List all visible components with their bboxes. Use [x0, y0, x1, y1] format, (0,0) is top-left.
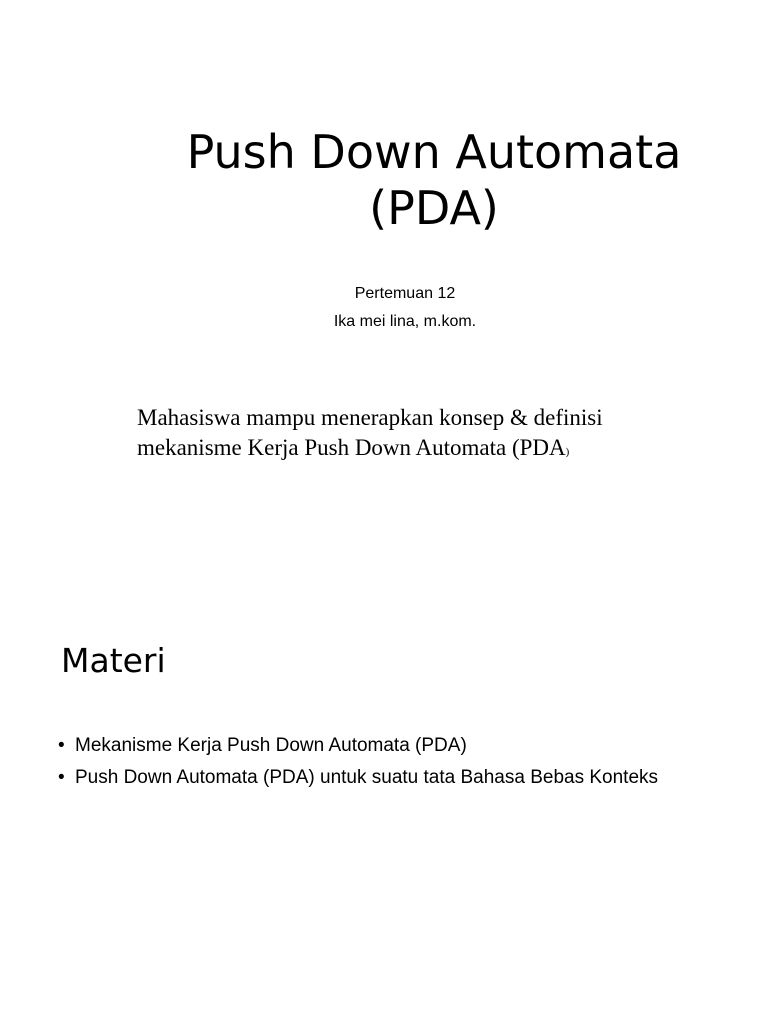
list-item	[58, 730, 758, 762]
bullet-icon: •	[58, 735, 65, 756]
objective-closing-paren: )	[565, 446, 570, 458]
objective-line-2-text: mekanisme Kerja Push Down Automata (PDA	[137, 435, 566, 460]
section-heading: Materi	[61, 641, 166, 680]
meeting-number: Pertemuan 12	[354, 285, 456, 302]
slide-subtitle	[230, 280, 580, 336]
learning-objective	[137, 403, 757, 467]
objective-line-1: Mahasiswa mampu menerapkan konsep & definisi	[137, 405, 603, 430]
list-item	[58, 762, 758, 794]
bullet-icon: •	[58, 767, 65, 788]
slide-title-line-1: Push Down Automata	[186, 125, 682, 179]
author-name: Ika mei lina, m.kom.	[333, 313, 477, 330]
slide-title-line-2: (PDA)	[369, 181, 499, 235]
objective-line-2	[137, 433, 757, 467]
slide-title	[100, 124, 768, 236]
materials-list	[58, 730, 758, 794]
list-item-text: Push Down Automata (PDA) untuk suatu tata Bahasa Bebas Konteks	[75, 767, 659, 788]
list-item-text: Mekanisme Kerja Push Down Automata (PDA)	[75, 735, 467, 756]
